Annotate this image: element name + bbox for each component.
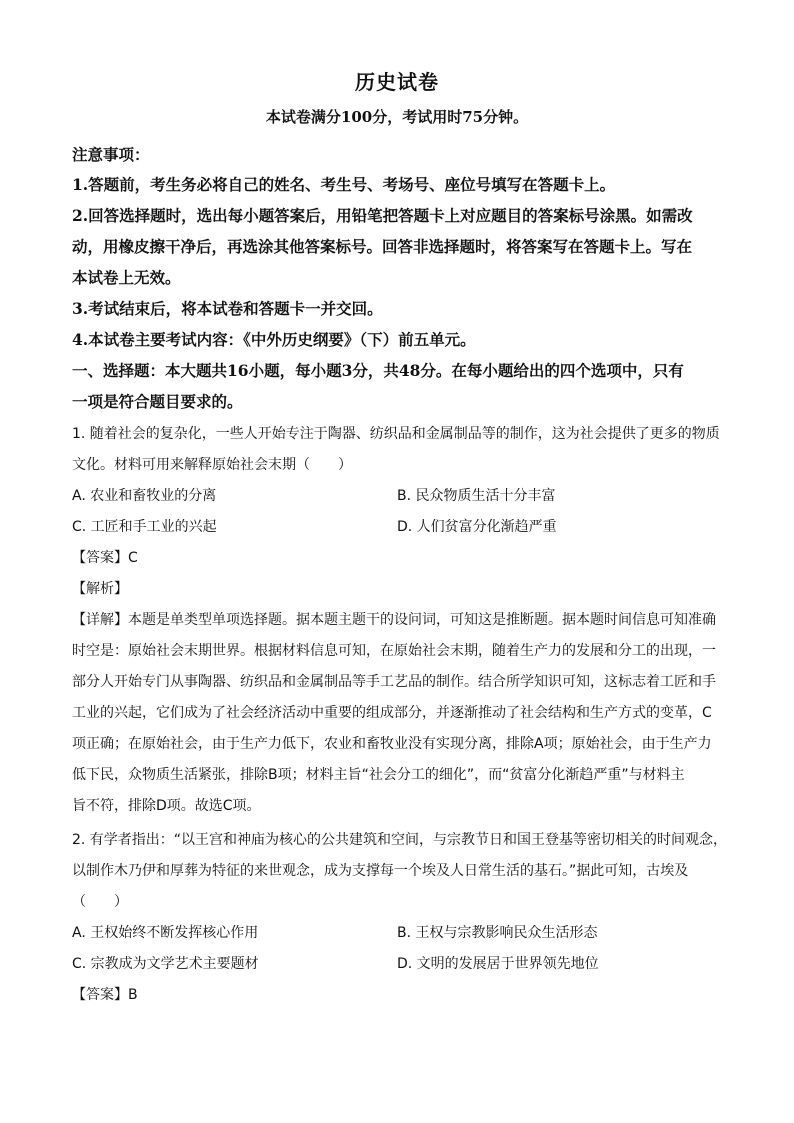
question-2-option-d: D. 文明的发展居于世界领先地位: [397, 956, 599, 972]
note-line: 2.回答选择题时，选出每小题答案后，用铅笔把答题卡上对应题目的答案标号涂黑。如需改: [72, 206, 693, 225]
question-1-detail: 部分人开始专门从事陶器、纺织品和金属制品等手工艺品的制作。结合所学知识可知，这标志着工匠和手: [72, 674, 716, 690]
question-1-stem: 文化。材料可用来解释原始社会末期（ ）: [72, 457, 352, 473]
note-line: 1.答题前，考生务必将自己的姓名、考生号、考场号、座位号填写在答题卡上。: [72, 175, 616, 194]
note-line: 4.本试卷主要考试内容：《中外历史纲要》（下）前五单元。: [72, 330, 476, 349]
question-1-detail: 低下民，众物质生活紧张，排除B项；材料主旨“社会分工的细化”，而“贫富分化渐趋严重”与材料主: [72, 767, 685, 783]
answer-label: 【答案】: [72, 987, 128, 1003]
answer-value: B: [128, 987, 138, 1003]
exam-subtitle: 本试卷满分100分，考试用时75分钟。: [265, 108, 529, 126]
question-1-option-d: D. 人们贫富分化渐趋严重: [397, 519, 557, 535]
note-line: 动，用橡皮擦干净后，再选涂其他答案标号。回答非选择题时，将答案写在答题卡上。写在: [72, 237, 693, 256]
note-line: 本试卷上无效。: [72, 268, 181, 287]
section-heading: 一、选择题：本大题共16小题，每小题3分，共48分。在每小题给出的四个选项中，只有: [72, 361, 684, 380]
question-1-option-a: A. 农业和畜牧业的分离: [72, 488, 217, 504]
question-2-stem: （ ）: [72, 894, 128, 910]
answer-value: C: [128, 550, 138, 566]
question-1-option-c: C. 工匠和手工业的兴起: [72, 519, 217, 535]
question-1-detail: 工业的兴起，它们成为了社会经济活动中重要的组成部分，并逐渐推动了社会结构和生产方式的变革，C: [72, 705, 712, 721]
question-1-detail: 时空是：原始社会末期世界。根据材料信息可知，在原始社会末期，随着生产力的发展和分工的出现，一: [72, 643, 716, 659]
section-heading-cont: 一项是符合题目要求的。: [72, 392, 243, 411]
detail-text: 本题是单类型单项选择题。据本题主题干的设问词，可知这是推断题。据本题时间信息可知准确: [128, 612, 716, 628]
question-1-detail: 旨不符，排除D项。故选C项。: [72, 798, 261, 814]
question-2-option-b: B. 王权与宗教影响民众生活形态: [397, 925, 598, 941]
question-2-option-a: A. 王权始终不断发挥核心作用: [72, 925, 259, 941]
note-line: 3.考试结束后，将本试卷和答题卡一并交回。: [72, 299, 383, 318]
question-1-detail: [72, 609, 732, 629]
question-1-analysis-label: 【解析】: [72, 581, 128, 597]
page-title: 历史试卷: [355, 70, 439, 94]
question-2-stem: 2. 有学者指出：“以王宫和神庙为核心的公共建筑和空间，与宗教节日和国王登基等密切相关的时间观念，: [72, 832, 728, 848]
question-2-option-c: C. 宗教成为文学艺术主要题材: [72, 956, 259, 972]
question-1-detail: 项正确；在原始社会，由于生产力低下，农业和畜牧业没有实现分离，排除A项；原始社会，由于生产力: [72, 736, 712, 752]
question-1-stem: 1. 随着社会的复杂化，一些人开始专注于陶器、纺织品和金属制品等的制作，这为社会提供了更多的物质: [72, 426, 720, 442]
question-2-stem: 以制作木乃伊和厚葬为特征的来世观念，成为支撑每一个埃及人日常生活的基石。”据此可知，古埃及: [72, 863, 689, 879]
question-1-answer: [72, 547, 732, 567]
question-1-option-b: B. 民众物质生活十分丰富: [397, 488, 556, 504]
question-2-answer: [72, 984, 732, 1004]
notes-heading: 注意事项：: [72, 145, 150, 164]
answer-label: 【答案】: [72, 550, 128, 566]
detail-label: 【详解】: [72, 612, 128, 628]
